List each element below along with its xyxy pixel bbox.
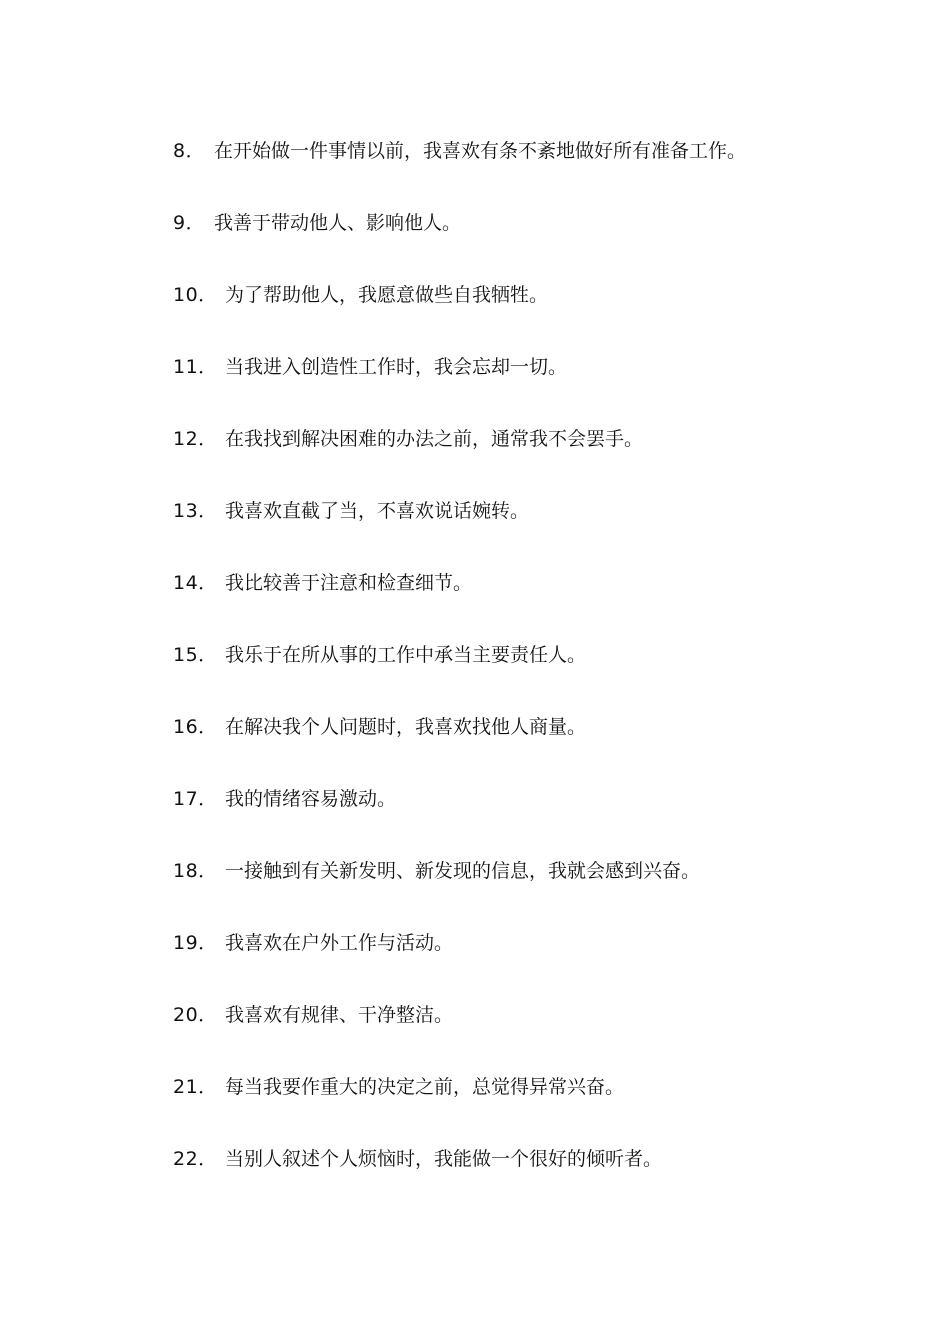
item-text: 我乐于在所从事的工作中承当主要责任人。 xyxy=(225,644,587,666)
questionnaire-list xyxy=(173,136,873,1216)
item-number: 8． xyxy=(173,140,206,162)
item-text: 当别人叙述个人烦恼时，我能做一个很好的倾听者。 xyxy=(225,1148,663,1170)
list-item xyxy=(173,856,873,928)
item-text: 当我进入创造性工作时，我会忘却一切。 xyxy=(225,356,568,378)
item-text: 我喜欢在户外工作与活动。 xyxy=(225,932,454,954)
item-text: 我喜欢直截了当，不喜欢说话婉转。 xyxy=(225,500,530,522)
item-number: 22． xyxy=(173,1148,218,1170)
item-number: 20． xyxy=(173,1004,218,1026)
list-item xyxy=(173,568,873,640)
list-item xyxy=(173,640,873,712)
list-item xyxy=(173,280,873,352)
item-text: 我善于带动他人、影响他人。 xyxy=(214,212,462,234)
item-number: 21． xyxy=(173,1076,218,1098)
list-item xyxy=(173,136,873,208)
list-item xyxy=(173,1000,873,1072)
item-number: 18． xyxy=(173,860,218,882)
item-number: 15． xyxy=(173,644,218,666)
item-number: 12． xyxy=(173,428,218,450)
list-item xyxy=(173,712,873,784)
list-item xyxy=(173,352,873,424)
item-number: 9． xyxy=(173,212,206,234)
item-text: 一接触到有关新发明、新发现的信息，我就会感到兴奋。 xyxy=(225,860,701,882)
list-item xyxy=(173,496,873,568)
item-number: 17． xyxy=(173,788,218,810)
item-number: 11． xyxy=(173,356,218,378)
item-number: 13． xyxy=(173,500,218,522)
item-number: 16． xyxy=(173,716,218,738)
list-item xyxy=(173,784,873,856)
item-number: 10． xyxy=(173,284,218,306)
item-text: 在我找到解决困难的办法之前，通常我不会罢手。 xyxy=(225,428,644,450)
list-item xyxy=(173,424,873,496)
item-text: 在解决我个人问题时，我喜欢找他人商量。 xyxy=(225,716,587,738)
item-text: 我比较善于注意和检查细节。 xyxy=(225,572,473,594)
list-item xyxy=(173,208,873,280)
item-text: 我喜欢有规律、干净整洁。 xyxy=(225,1004,454,1026)
list-item xyxy=(173,1144,873,1216)
list-item xyxy=(173,928,873,1000)
item-text: 为了帮助他人，我愿意做些自我牺牲。 xyxy=(225,284,549,306)
item-text: 我的情绪容易激动。 xyxy=(225,788,397,810)
list-item xyxy=(173,1072,873,1144)
item-text: 每当我要作重大的决定之前，总觉得异常兴奋。 xyxy=(225,1076,625,1098)
item-number: 19． xyxy=(173,932,218,954)
item-number: 14． xyxy=(173,572,218,594)
item-text: 在开始做一件事情以前，我喜欢有条不紊地做好所有准备工作。 xyxy=(214,140,747,162)
